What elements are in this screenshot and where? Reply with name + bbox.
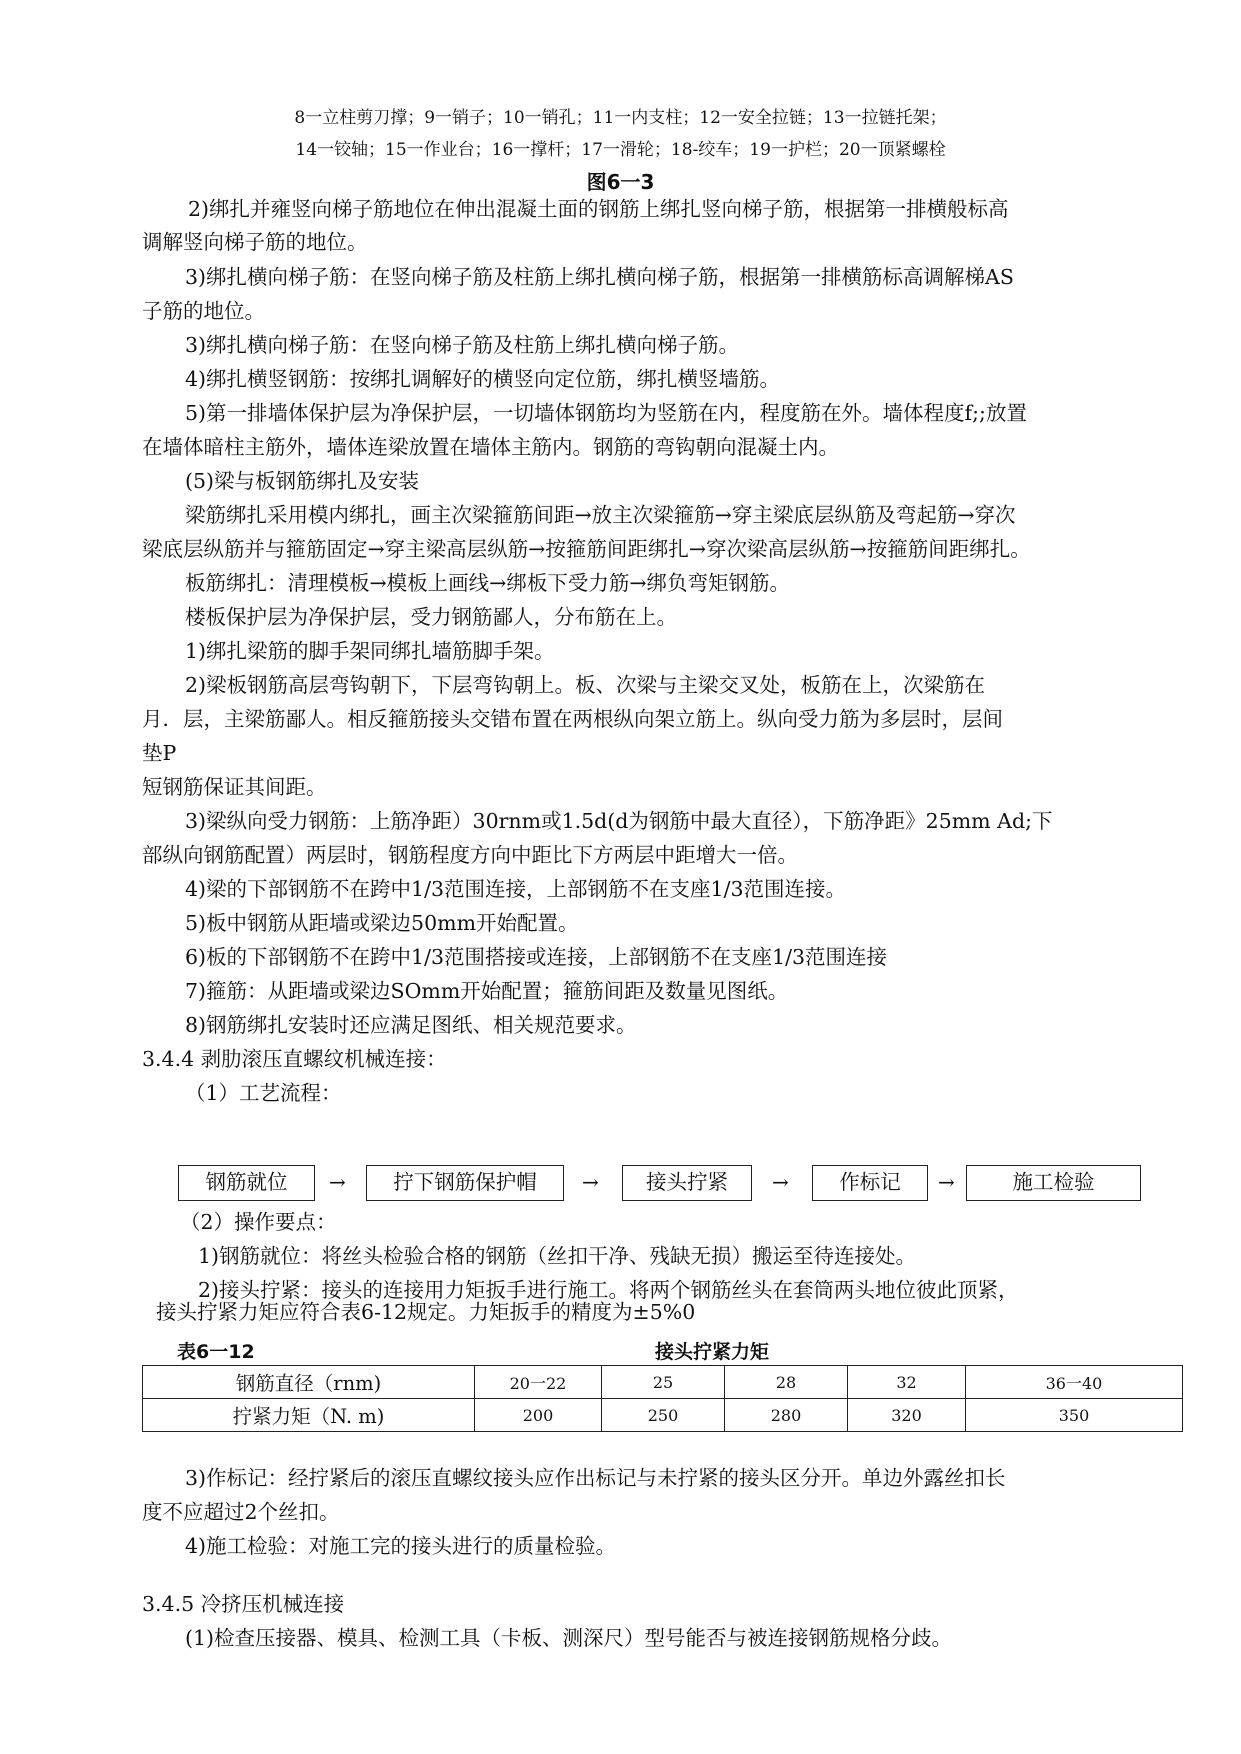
- torque-table: [142, 1365, 1183, 1432]
- paragraph-line: 度不应超过2个丝扣。: [142, 1500, 340, 1524]
- paragraph-line: 梁底层纵筋并与箍筋固定→穿主梁高层纵筋→按箍筋间距绑扎→穿次梁高层纵筋→按箍筋间距绑扎。: [142, 537, 1031, 561]
- table-row-label: 钢筋直径（rnm): [143, 1366, 475, 1399]
- table-number: 表6一12: [177, 1341, 255, 1363]
- paragraph-line: 8)钢筋绑扎安装时还应满足图纸、相关规范要求。: [185, 1013, 637, 1037]
- paragraph-line: 调解竖向梯子筋的地位。: [142, 230, 368, 254]
- section-heading: 3.4.5 冷挤压机械连接: [142, 1592, 345, 1616]
- flow-step-inspection: 施工检验: [966, 1165, 1141, 1201]
- paragraph-line: 3)梁纵向受力钢筋：上筋净距）30rnm或1.5d(d为钢筋中最大直径），下筋净距》25mm Ad;下: [185, 809, 1053, 833]
- table-row: [143, 1366, 1183, 1399]
- section-heading: (5)梁与板钢筋绑扎及安装: [185, 469, 420, 493]
- paragraph-line: 1)绑扎梁筋的脚手架同绑扎墙筋脚手架。: [185, 639, 555, 663]
- paragraph-line: 板筋绑扎：清理模板→模板上画线→绑板下受力筋→绑负弯矩钢筋。: [185, 571, 791, 595]
- figure-title: 图6一3: [586, 170, 655, 194]
- paragraph-line: 6)板的下部钢筋不在跨中1/3范围搭接或连接，上部钢筋不在支座1/3范围连接: [185, 945, 888, 969]
- paragraph-line: 楼板保护层为净保护层，受力钢筋鄙人，分布筋在上。: [185, 605, 677, 629]
- flow-step-rebar-positioning: 钢筋就位: [178, 1165, 315, 1201]
- table-cell: 36一40: [966, 1366, 1183, 1399]
- paragraph-line: 在墙体暗柱主筋外，墙体连梁放置在墙体主筋内。钢筋的弯钩朝向混凝土内。: [142, 435, 839, 459]
- flow-arrow-icon: →: [329, 1170, 346, 1194]
- subsection-heading: （1）工艺流程：: [185, 1081, 342, 1105]
- figure-caption-line-1: 8一立柱剪刀撑；9一销子；10一销孔；11一内支柱；12一安全拉链；13一拉链托架；: [294, 108, 947, 128]
- paragraph-line: 梁筋绑扎采用模内绑扎，画主次梁箍筋间距→放主次梁箍筋→穿主梁底层纵筋及弯起筋→穿次: [185, 503, 1016, 527]
- paragraph-line: 4)绑扎横竖钢筋：按绑扎调解好的横竖向定位筋，绑扎横竖墙筋。: [185, 367, 781, 391]
- table-cell: 28: [725, 1366, 848, 1399]
- paragraph-line: 2)绑扎并雍竖向梯子筋地位在伸出混凝土面的钢筋上绑扎竖向梯子筋，根据第一排横般标高: [188, 197, 1009, 221]
- paragraph-line: 4)梁的下部钢筋不在跨中1/3范围连接，上部钢筋不在支座1/3范围连接。: [185, 877, 847, 901]
- paragraph-line: 子筋的地位。: [142, 299, 265, 323]
- paragraph-line: (1)检查压接器、模具、检测工具（卡板、测深尺）型号能否与被连接钢筋规格分歧。: [185, 1626, 953, 1650]
- paragraph-line: 接头拧紧力矩应符合表6-12规定。力矩扳手的精度为±5%0: [156, 1300, 696, 1324]
- paragraph-line: 短钢筋保证其间距。: [142, 775, 327, 799]
- flow-arrow-icon: →: [582, 1170, 599, 1194]
- paragraph-line: 3)作标记：经拧紧后的滚压直螺纹接头应作出标记与未拧紧的接头区分开。单边外露丝扣长: [185, 1466, 1006, 1490]
- table-cell: 280: [725, 1399, 848, 1432]
- figure-caption-line-2: 14一铰轴；15一作业台；16一撑杆；17一滑轮；18-绞车；19一护栏；20一顶紧螺栓: [295, 140, 946, 160]
- table-cell: 350: [966, 1399, 1183, 1432]
- flow-step-tighten-joint: 接头拧紧: [622, 1165, 752, 1201]
- paragraph-line: 1)钢筋就位：将丝头检验合格的钢筋（丝扣干净、残缺无损）搬运至待连接处。: [198, 1244, 917, 1268]
- paragraph-line: 2)梁板钢筋高层弯钩朝下，下层弯钩朝上。板、次梁与主梁交叉处，板筋在上，次梁筋在: [185, 673, 986, 697]
- paragraph-line: 月．层，主梁筋鄙人。相反箍筋接头交错布置在两根纵向架立筋上。纵向受力筋为多层时，层间: [142, 707, 1003, 731]
- paragraph-line: 2)接头拧紧：接头的连接用力矩扳手进行施工。将两个钢筋丝头在套筒两头地位彼此顶紧，: [198, 1278, 1019, 1302]
- paragraph-line: 5)第一排墙体保护层为净保护层，一切墙体钢筋均为竖筋在内，程度筋在外。墙体程度f;;放置: [185, 401, 1027, 425]
- flow-arrow-icon: →: [772, 1170, 789, 1194]
- paragraph-line: 垫P: [142, 741, 177, 765]
- table-cell: 250: [602, 1399, 725, 1432]
- flow-arrow-icon: →: [938, 1170, 955, 1194]
- flow-step-mark: 作标记: [812, 1165, 928, 1201]
- table-row-label: 拧紧力矩（N. m): [143, 1399, 475, 1432]
- table-row: [143, 1399, 1183, 1432]
- paragraph-line: 3)绑扎横向梯子筋：在竖向梯子筋及柱筋上绑扎横向梯子筋。: [185, 333, 740, 357]
- subsection-heading: （2）操作要点：: [180, 1210, 337, 1234]
- table-cell: 20一22: [475, 1366, 602, 1399]
- paragraph-line: 4)施工检验：对施工完的接头进行的质量检验。: [185, 1534, 617, 1558]
- table-cell: 32: [848, 1366, 966, 1399]
- paragraph-line: 7)箍筋：从距墙或梁边SOmm开始配置；箍筋间距及数量见图纸。: [185, 979, 789, 1003]
- section-heading: 3.4.4 剥肋滚压直螺纹机械连接：: [142, 1047, 447, 1071]
- paragraph-line: 5)板中钢筋从距墙或梁边50mm开始配置。: [185, 911, 579, 935]
- paragraph-line: 3)绑扎横向梯子筋：在竖向梯子筋及柱筋上绑扎横向梯子筋，根据第一排横筋标高调解梯AS: [185, 265, 1014, 289]
- table-cell: 200: [475, 1399, 602, 1432]
- table-cell: 320: [848, 1399, 966, 1432]
- table-title: 接头拧紧力矩: [655, 1341, 770, 1363]
- flow-step-remove-cap: 拧下钢筋保护帽: [366, 1165, 564, 1201]
- table-cell: 25: [602, 1366, 725, 1399]
- paragraph-line: 部纵向钢筋配置）两层时，钢筋程度方向中距比下方两层中距增大一倍。: [142, 843, 798, 867]
